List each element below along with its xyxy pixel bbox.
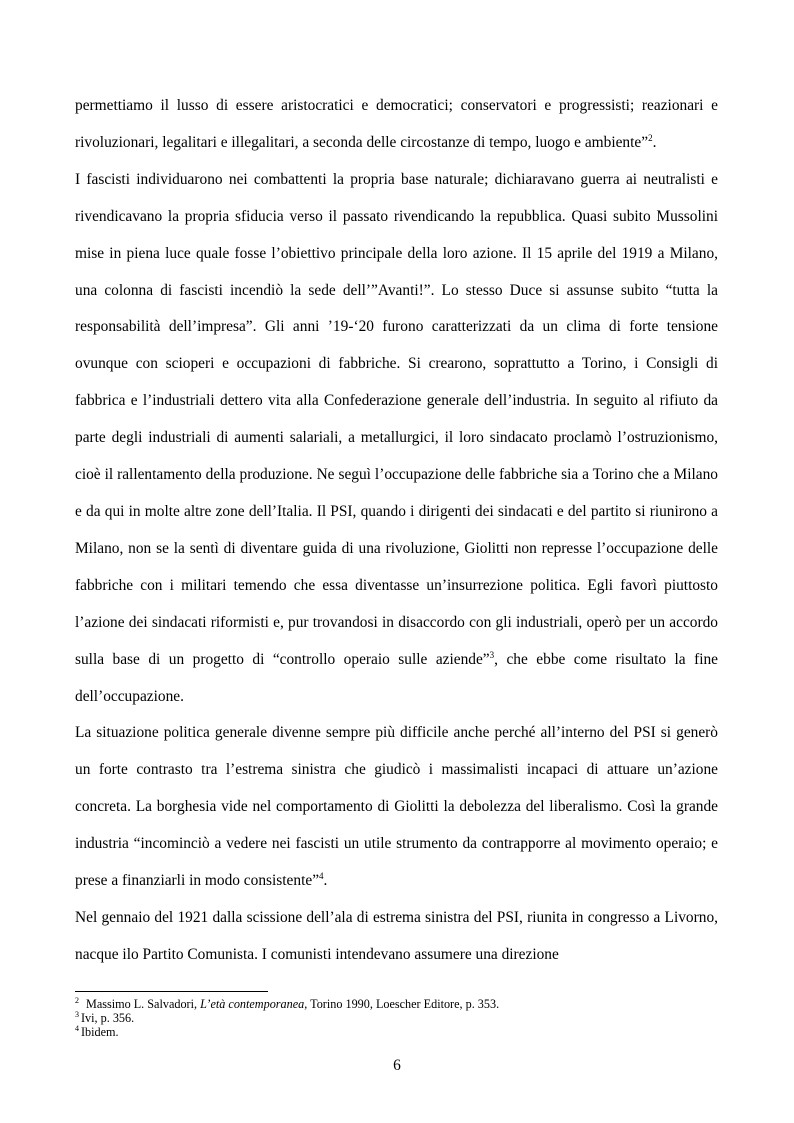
- footnote-3-mark: 3: [75, 1009, 79, 1019]
- paragraph-1-text: permettiamo il lusso di essere aristocratici e democratici; conservatori e progressisti; reazionari e rivoluzionari, legalitari e illegalitari, a seconda delle circostanze di tempo, luogo e ambiente”: [75, 97, 718, 151]
- paragraph-2-text-a: I fascisti individuarono nei combattenti la propria base naturale; dichiaravano guerra ai neutralisti e rivendicavano la propria sfiducia verso il passato rivendicando la repubblica. Quasi subito Mussolini mise in piena luce quale fosse l’obiettivo principale della loro azione. Il 15 aprile del 1919 a Milano, una colonna di fascisti incendiò la sede dell’”Avanti!”. Lo stesso Duce si assunse subito “tutta la responsabilità dell’impresa”. Gli anni ’19-‘20 furono caratterizzati da un clima di forte tensione ovunque con scioperi e occupazioni di fabbriche. Si crearono, soprattutto a Torino, i Consigli di fabbrica e l’industriali dettero vita alla Confederazione generale dell’industria. In seguito al rifiuto da parte degli industriali di aumenti salariali, a metallurgici, il loro sindacato proclamò l’ostruzionismo, cioè il rallentamento della produzione. Ne seguì l’occupazione delle fabbriche sia a Torino che a Milano e da qui in molte altre zone dell’Italia. Il PSI, quando i dirigenti dei sindacati e del partito si riunirono a Milano, non se la sentì di diventare guida di una rivoluzione, Giolitti non represse l’occupazione delle fabbriche con i militari temendo che essa diventasse un’insurrezione politica. Egli favorì piuttosto l’azione dei sindacati riformisti e, pur trovandosi in disaccordo con gli industriali, operò per un accordo sulla base di un progetto di “controllo operaio sulle aziende”: [75, 170, 718, 668]
- footnote-2-rest: , Torino 1990, Loescher Editore, p. 353.: [304, 997, 500, 1011]
- footnote-ref-3[interactable]: 3: [489, 649, 495, 660]
- footnote-2-mark: 2: [75, 995, 79, 1005]
- body-text: [75, 88, 718, 974]
- footnote-4-mark: 4: [75, 1023, 79, 1033]
- footnote-2-author: Massimo L. Salvadori,: [86, 997, 201, 1011]
- paragraph-4: [75, 900, 718, 974]
- paragraph-2: [75, 162, 718, 716]
- paragraph-3: [75, 715, 718, 900]
- footnote-4: [75, 1025, 718, 1039]
- footnote-ref-4[interactable]: 4: [319, 870, 324, 881]
- paragraph-2-text-b: , che ebbe come risultato la fine dell’occupazione.: [75, 650, 718, 705]
- paragraph-1-tail: .: [652, 133, 657, 151]
- footnote-3-text: Ivi, p. 356.: [81, 1011, 135, 1025]
- footnote-2-title: L’età contemporanea: [200, 997, 305, 1011]
- footnote-3: [75, 1011, 718, 1025]
- paragraph-3-text: La situazione politica generale divenne sempre più difficile anche perché all’interno del PSI si generò un forte contrasto tra l’estrema sinistra che giudicò i massimalisti incapaci di attuare un’azione concreta. La borghesia vide nel comportamento di Giolitti la debolezza del liberalismo. Così la grande industria “incominciò a vedere nei fascisti un utile strumento da contrapporre al movimento operaio; e prese a finanziarli in modo consistente”: [75, 724, 718, 890]
- paragraph-1: [75, 88, 718, 162]
- footnote-ref-2[interactable]: 2: [648, 132, 653, 143]
- footnotes: [75, 997, 718, 1039]
- paragraph-3-tail: .: [323, 872, 328, 890]
- footnote-separator: [75, 991, 268, 992]
- footnote-2: [75, 997, 718, 1011]
- page-number: 6: [393, 1057, 401, 1074]
- paragraph-4-text: Nel gennaio del 1921 dalla scissione dell’ala di estrema sinistra del PSI, riunita in congresso a Livorno, nacque ilo Partito Comunista. I comunisti intendevano assumere una direzione: [75, 908, 718, 963]
- footnote-4-text: Ibidem.: [81, 1025, 119, 1039]
